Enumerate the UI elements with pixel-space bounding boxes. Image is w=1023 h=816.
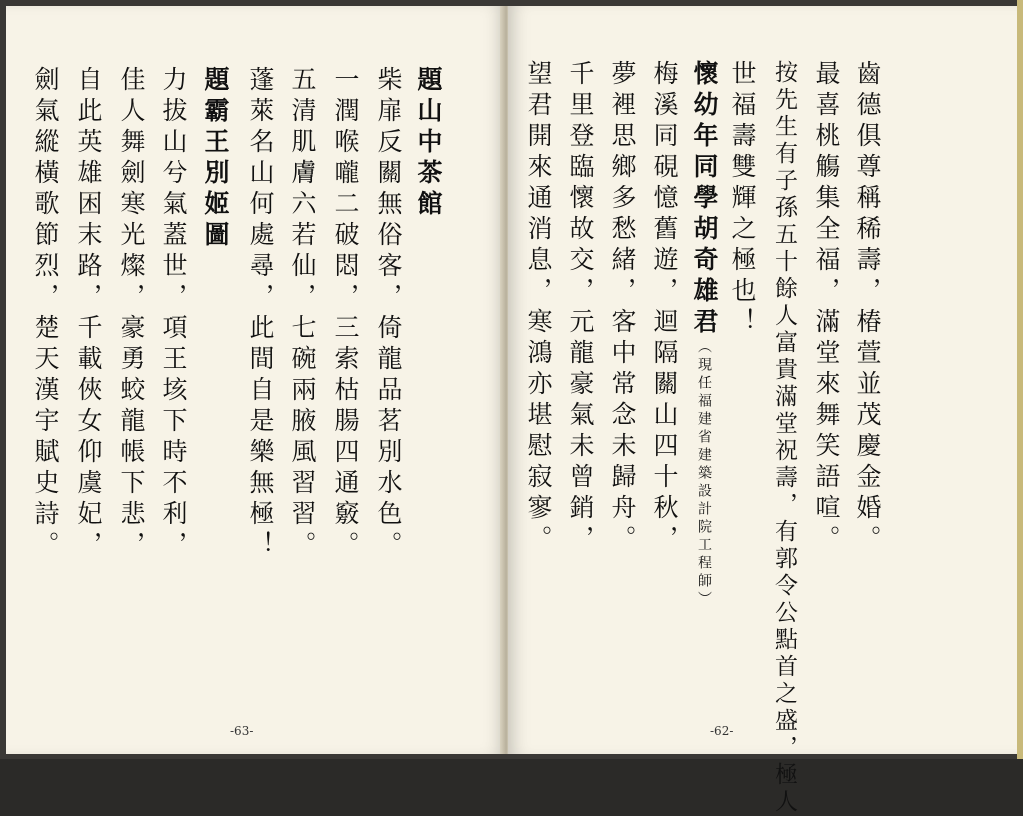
poem-title: 題山中茶館 — [414, 66, 443, 221]
poem-line: 蓬萊名山何處尋，此間自是樂無極！ — [246, 66, 275, 562]
poem-line: 千里登臨懷故交，元龍豪氣未曾銷， — [566, 60, 595, 556]
poem-line: 最喜桃觴集全福，滿堂來舞笑語喧。 — [812, 60, 841, 556]
poem-line: 望君開來通消息，寒鴻亦堪慰寂寥。 — [524, 60, 553, 556]
poem-line: 五清肌膚六若仙，七碗兩腋風習習。 — [288, 66, 317, 562]
poem-line: 柴扉反關無俗客，倚龍品茗別水色。 — [374, 66, 403, 562]
poem-line: 夢裡思鄉多愁緒，客中常念未歸舟。 — [608, 60, 637, 556]
poem-line: 劍氣縱橫歌節烈，楚天漢宇賦史詩。 — [31, 66, 60, 562]
poem-title — [692, 60, 717, 609]
poem-title-note: （現任福建省建築設計院工程師） — [696, 339, 712, 609]
page-number: -62- — [710, 724, 734, 738]
poem-line: 佳人舞劍寒光燦，豪勇蛟龍帳下悲， — [117, 66, 146, 562]
poem-line: 一潤喉嚨二破悶，三索枯腸四通竅。 — [331, 66, 360, 562]
page-number: -63- — [230, 724, 254, 738]
left-page — [6, 6, 506, 754]
poem-title-text: 懷幼年同學胡奇雄君 — [690, 60, 719, 339]
page-edge — [1017, 0, 1023, 759]
poem-note-line: 按先生有子孫五十餘人富貴滿堂祝壽，有郭令公點首之盛，極人 — [771, 60, 797, 816]
poem-line: 齒德俱尊稱稀壽，椿萱並茂慶金婚。 — [853, 60, 882, 556]
poem-title: 題霸王別姬圖 — [201, 66, 230, 252]
poem-line: 力拔山兮氣蓋世，項王垓下時不利， — [159, 66, 188, 562]
right-page — [508, 6, 1017, 816]
poem-line: 自此英雄困末路，千載俠女仰虞妃， — [74, 66, 103, 562]
poem-note-line: 世福壽雙輝之極也！ — [728, 60, 757, 339]
poem-line: 梅溪同硯憶舊遊，迴隔關山四十秋， — [650, 60, 679, 556]
